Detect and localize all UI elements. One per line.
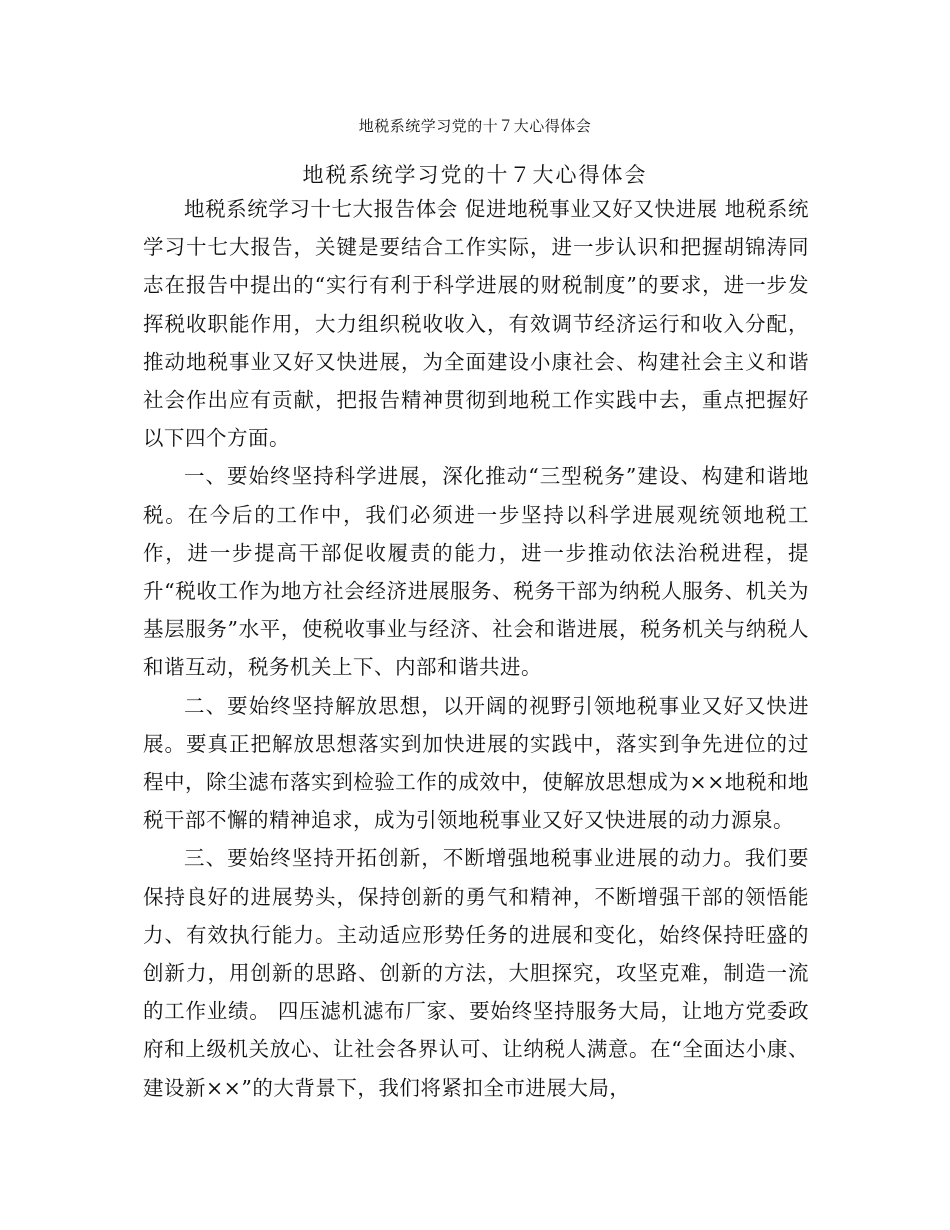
- paragraph-point-one: 一、要始终坚持科学进展，深化推动“三型税务”建设、构建和谐地税。在今后的工作中，我们必须进一步坚持以科学进展观统领地税工作，进一步提高干部促收履责的能力，进一步推动依法治税进程，提升“税收工作为地方社会经济进展服务、税务干部为纳税人服务、机关为基层服务”水平，使税收事业与经济、社会和谐进展，税务机关与纳税人和谐互动，税务机关上下、内部和谐共进。: [143, 464, 809, 680]
- paragraph-intro: 地税系统学习十七大报告体会 促进地税事业又好又快进展 地税系统学习十七大报告，关键是要结合工作实际，进一步认识和把握胡锦涛同志在报告中提出的“实行有利于科学进展的财税制度”的要求，进一步发挥税收职能作用，大力组织税收收入，有效调节经济运行和收入分配，推动地税事业又好又快进展，为全面建设小康社会、构建社会主义和谐社会作出应有贡献，把报告精神贯彻到地税工作实践中去，重点把握好以下四个方面。: [143, 197, 809, 451]
- paragraph-point-two: 二、要始终坚持解放思想，以开阔的视野引领地税事业又好又快进展。要真正把解放思想落实到加快进展的实践中，落实到争先进位的过程中，除尘滤布落实到检验工作的成效中，使解放思想成为××地税和地税干部不懈的精神追求，成为引领地税事业又好又快进展的动力源泉。: [143, 693, 809, 833]
- document-body: [143, 190, 809, 1107]
- running-header: 地税系统学习党的十７大心得体会: [358, 117, 592, 135]
- paragraph-point-three: 三、要始终坚持开拓创新，不断增强地税事业进展的动力。我们要保持良好的进展势头，保持创新的勇气和精神，不断增强干部的领悟能力、有效执行能力。主动适应形势任务的进展和变化，始终保持旺盛的创新力，用创新的思路、创新的方法，大胆探究，攻坚克难，制造一流的工作业绩。 四压滤机滤布厂家、要始终坚持服务大局，让地方党委政府和上级机关放心、让社会各界认可、让纳税人满意。在“全面达小康、建设新××”的大背景下，我们将紧扣全市进展大局，: [143, 846, 809, 1100]
- document-title: 地税系统学习党的十７大心得体会: [302, 163, 648, 187]
